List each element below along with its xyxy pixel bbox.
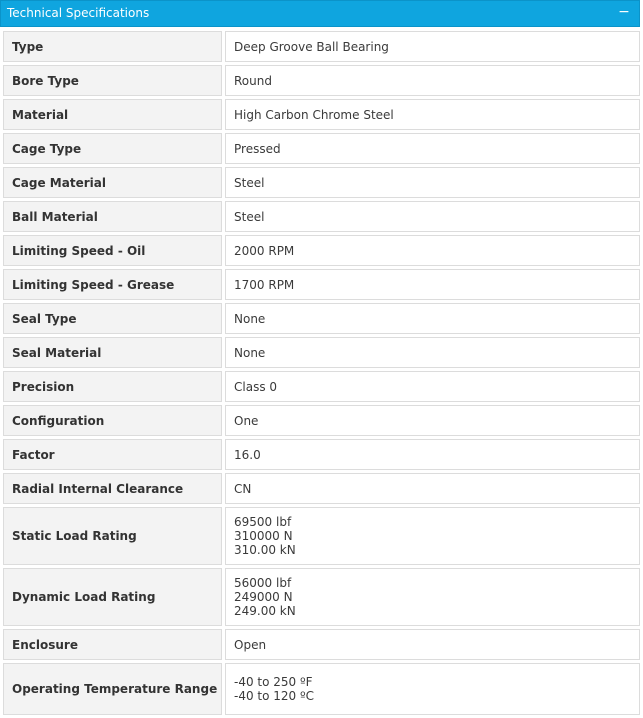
spec-value-line: 69500 lbf <box>234 515 292 529</box>
spec-value <box>225 629 640 660</box>
spec-value-line: Class 0 <box>234 379 278 394</box>
spec-value <box>225 507 640 565</box>
spec-row <box>3 405 640 436</box>
spec-value-line: CN <box>234 481 252 496</box>
spec-label: Ball Material <box>3 201 222 232</box>
spec-label: Seal Material <box>3 337 222 368</box>
spec-row <box>3 371 640 402</box>
panel-header[interactable] <box>0 0 640 27</box>
spec-row <box>3 167 640 198</box>
spec-value-line: 1700 RPM <box>234 277 295 292</box>
spec-label: Dynamic Load Rating <box>3 568 222 626</box>
spec-value <box>225 269 640 300</box>
spec-label: Static Load Rating <box>3 507 222 565</box>
spec-label: Operating Temperature Range <box>3 663 222 715</box>
spec-value-line: -40 to 250 ºF <box>234 675 313 689</box>
spec-value <box>225 337 640 368</box>
spec-value-line: 249.00 kN <box>234 604 296 618</box>
spec-row <box>3 235 640 266</box>
spec-value <box>225 133 640 164</box>
spec-row <box>3 133 640 164</box>
spec-value <box>225 99 640 130</box>
spec-value <box>225 167 640 198</box>
spec-value <box>225 439 640 470</box>
spec-value-line: Steel <box>234 175 265 190</box>
spec-label: Material <box>3 99 222 130</box>
spec-value-line: One <box>234 413 259 428</box>
spec-value-line: None <box>234 345 266 360</box>
spec-row <box>3 31 640 62</box>
spec-row <box>3 568 640 626</box>
spec-value-line: 56000 lbf <box>234 576 292 590</box>
spec-value <box>225 473 640 504</box>
spec-label: Precision <box>3 371 222 402</box>
spec-value-line: Open <box>234 637 267 652</box>
spec-label: Configuration <box>3 405 222 436</box>
spec-row <box>3 507 640 565</box>
spec-row <box>3 663 640 715</box>
spec-label: Limiting Speed - Grease <box>3 269 222 300</box>
spec-label: Cage Type <box>3 133 222 164</box>
spec-row <box>3 439 640 470</box>
spec-value <box>225 201 640 232</box>
spec-row <box>3 99 640 130</box>
spec-value-line: Pressed <box>234 141 281 156</box>
spec-value-line: High Carbon Chrome Steel <box>234 107 394 122</box>
spec-value-line: Round <box>234 73 272 88</box>
spec-value-line: 310000 N <box>234 529 293 543</box>
spec-value-line: 16.0 <box>234 447 261 462</box>
spec-label: Seal Type <box>3 303 222 334</box>
spec-row <box>3 65 640 96</box>
spec-value <box>225 65 640 96</box>
spec-value <box>225 371 640 402</box>
spec-table <box>0 28 643 718</box>
spec-value <box>225 568 640 626</box>
minus-icon[interactable]: − <box>618 4 630 20</box>
spec-row <box>3 303 640 334</box>
spec-row <box>3 337 640 368</box>
spec-value-line: None <box>234 311 266 326</box>
spec-label: Cage Material <box>3 167 222 198</box>
spec-value <box>225 303 640 334</box>
spec-row <box>3 473 640 504</box>
spec-row <box>3 269 640 300</box>
spec-value-line: 249000 N <box>234 590 293 604</box>
spec-value <box>225 405 640 436</box>
spec-label: Bore Type <box>3 65 222 96</box>
panel-title: Technical Specifications <box>7 6 150 20</box>
spec-value <box>225 31 640 62</box>
spec-value-line: 2000 RPM <box>234 243 295 258</box>
spec-label: Limiting Speed - Oil <box>3 235 222 266</box>
spec-label: Factor <box>3 439 222 470</box>
spec-label: Type <box>3 31 222 62</box>
spec-value <box>225 663 640 715</box>
spec-value-line: -40 to 120 ºC <box>234 689 315 703</box>
spec-row <box>3 629 640 660</box>
spec-value-line: 310.00 kN <box>234 543 296 557</box>
spec-value <box>225 235 640 266</box>
spec-label: Radial Internal Clearance <box>3 473 222 504</box>
spec-value-line: Deep Groove Ball Bearing <box>234 39 389 54</box>
spec-label: Enclosure <box>3 629 222 660</box>
spec-value-line: Steel <box>234 209 265 224</box>
spec-row <box>3 201 640 232</box>
